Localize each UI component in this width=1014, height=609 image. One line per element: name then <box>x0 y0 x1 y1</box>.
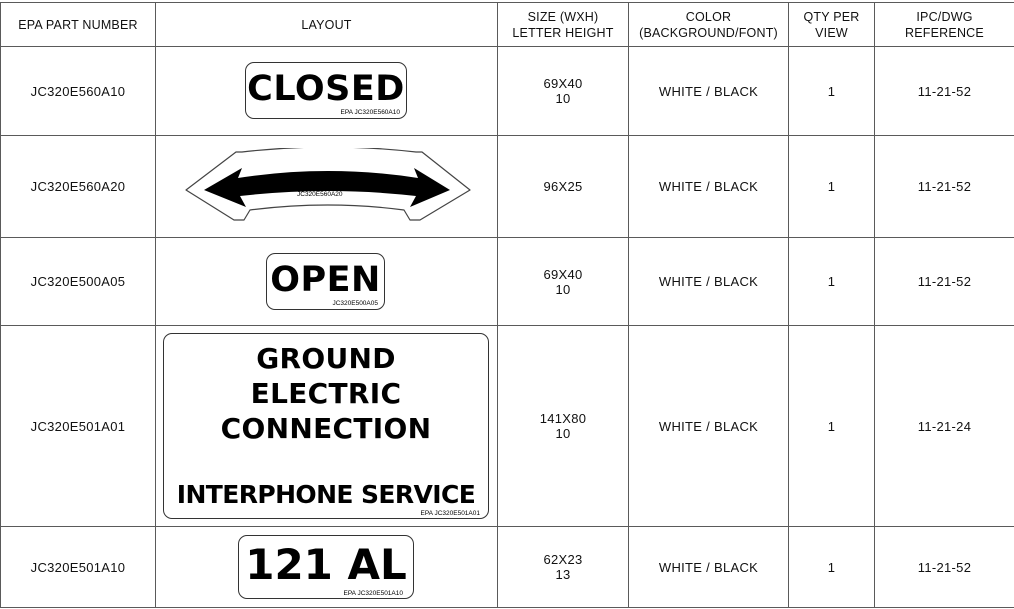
table-row <box>1 527 1014 608</box>
part-number-cell: JC320E500A05 <box>1 238 156 326</box>
ref-cell: 11-21-52 <box>875 136 1014 238</box>
header-layout: LAYOUT <box>156 3 498 47</box>
ref-cell: 11-21-52 <box>875 527 1014 608</box>
size-cell: 69X40 10 <box>498 47 629 136</box>
color-cell: WHITE / BLACK <box>629 47 789 136</box>
placard-ground-electric <box>163 333 489 519</box>
size-cell: 69X40 10 <box>498 238 629 326</box>
layout-cell <box>156 527 498 608</box>
qty-cell: 1 <box>789 136 875 238</box>
placard-closed <box>245 62 407 119</box>
placard-part-tag: JC320E560A20 <box>297 191 343 198</box>
qty-cell: 1 <box>789 47 875 136</box>
placard-121-al <box>238 535 414 599</box>
ref-cell: 11-21-24 <box>875 326 1014 527</box>
qty-cell: 1 <box>789 238 875 326</box>
placard-table <box>0 2 1014 608</box>
color-cell: WHITE / BLACK <box>629 326 789 527</box>
header-qty: QTY PER VIEW <box>789 3 875 47</box>
size-cell: 96X25 <box>498 136 629 238</box>
placard-part-tag: EPA JC320E501A10 <box>343 590 403 597</box>
placard-text: CLOSED <box>247 69 405 109</box>
placard-text-line-3: CONNECTION <box>220 412 432 445</box>
part-number-cell: JC320E501A01 <box>1 326 156 527</box>
size-cell: 141X80 10 <box>498 326 629 527</box>
part-number-cell: JC320E560A20 <box>1 136 156 238</box>
header-ref: IPC/DWG REFERENCE <box>875 3 1014 47</box>
color-cell: WHITE / BLACK <box>629 136 789 238</box>
layout-cell <box>156 238 498 326</box>
placard-text-line-2: ELECTRIC <box>250 377 402 410</box>
table-row <box>1 47 1014 136</box>
placard-text-line-1: GROUND <box>256 342 396 375</box>
placard-part-tag: EPA JC320E501A01 <box>420 510 480 517</box>
header-size: SIZE (WXH) LETTER HEIGHT <box>498 3 629 47</box>
placard-text-line-4: INTERPHONE SERVICE <box>176 480 476 509</box>
ref-cell: 11-21-52 <box>875 47 1014 136</box>
layout-cell <box>156 136 498 238</box>
table-row <box>1 326 1014 527</box>
table-header-row <box>1 3 1014 47</box>
placard-part-tag: EPA JC320E560A10 <box>340 109 400 116</box>
qty-cell: 1 <box>789 527 875 608</box>
header-color: COLOR (BACKGROUND/FONT) <box>629 3 789 47</box>
color-cell: WHITE / BLACK <box>629 527 789 608</box>
qty-cell: 1 <box>789 326 875 527</box>
size-cell: 62X23 13 <box>498 527 629 608</box>
placard-text: OPEN <box>270 260 381 300</box>
placard-open <box>266 253 385 310</box>
placard-text: 121 AL <box>245 540 407 589</box>
table-row <box>1 238 1014 326</box>
ref-cell: 11-21-52 <box>875 238 1014 326</box>
placard-part-tag: JC320E500A05 <box>332 300 378 307</box>
layout-cell <box>156 326 498 527</box>
table-row <box>1 136 1014 238</box>
part-number-cell: JC320E560A10 <box>1 47 156 136</box>
header-part-number: EPA PART NUMBER <box>1 3 156 47</box>
part-number-cell: JC320E501A10 <box>1 527 156 608</box>
color-cell: WHITE / BLACK <box>629 238 789 326</box>
layout-cell <box>156 47 498 136</box>
double-headed-curved-arrow-icon <box>184 148 472 223</box>
